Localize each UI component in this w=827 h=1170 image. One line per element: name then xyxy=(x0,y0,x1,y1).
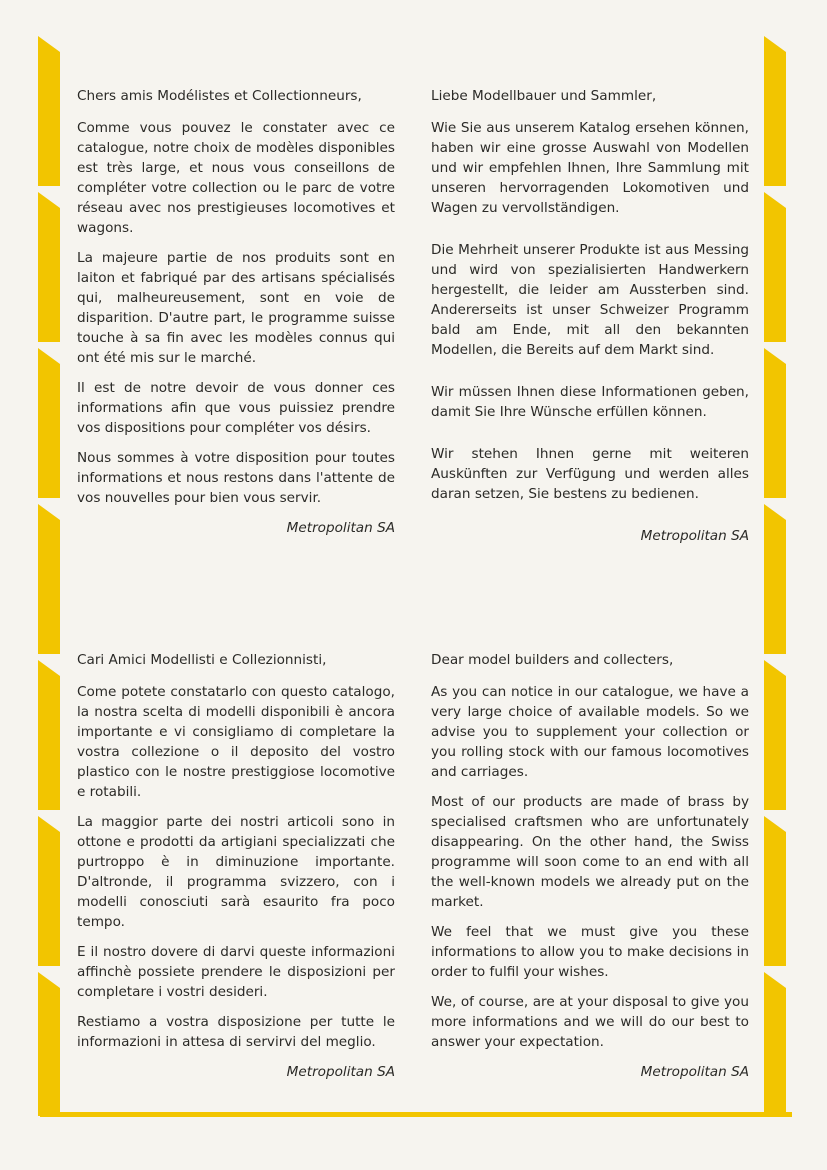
italian-paragraph: Restiamo a vostra disposizione per tutte le informazioni in attesa di servirvi del meglio. xyxy=(77,1014,395,1050)
german-paragraph: Wie Sie aus unserem Katalog ersehen können, haben wir eine grosse Auswahl von Modellen und wir empfehlen Ihnen, Ihre Sammlung mit unseren hervorragenden Lokomotiven und Wagen zu vervollständigen. xyxy=(431,120,749,216)
english-paragraph: We, of course, are at your disposal to give you more informations and we will do our best to answer your expectation. xyxy=(431,994,749,1050)
italian-paragraph: Come potete constatarlo con questo catalogo, la nostra scelta di modelli disponibili è ancora importante e vi consigliamo di completare la vostra collezione o il deposito del vostro plastico con le nostre prestiggiose locomotive e rotabili. xyxy=(77,684,395,800)
german-letter xyxy=(431,86,749,556)
english-signature: Metropolitan SA xyxy=(640,1064,749,1080)
german-paragraph: Wir stehen Ihnen gerne mit weiteren Auskünften zur Verfügung und werden alles daran setzen, Sie bestens zu bedienen. xyxy=(431,446,749,502)
italian-paragraph: La maggior parte dei nostri articoli sono in ottone e prodotti da artigiani specializzati che purtroppo è in diminuzione importante. D'altronde, il programma svizzero, con i modelli conosciuti sarà esaurito fra poco tempo. xyxy=(77,814,395,930)
italian-signature: Metropolitan SA xyxy=(286,1064,395,1080)
english-paragraph: We feel that we must give you these informations to allow you to make decisions in order to fulfil your wishes. xyxy=(431,924,749,980)
english-greeting: Dear model builders and collecters, xyxy=(431,652,674,668)
italian-paragraph: E il nostro dovere di darvi queste informazioni affinchè possiete prendere le disposizioni per completare i vostri desideri. xyxy=(77,944,395,1000)
french-paragraph: Nous sommes à votre disposition pour toutes informations et nous restons dans l'attente de vos nouvelles pour bien vous servir. xyxy=(77,450,395,506)
french-letter xyxy=(77,86,395,548)
left-yellow-stripe xyxy=(30,36,60,1116)
german-greeting: Liebe Modellbauer und Sammler, xyxy=(431,88,657,104)
french-paragraph: Il est de notre devoir de vous donner ces informations afin que vous puissiez prendre vos dispositions pour compléter vos désirs. xyxy=(77,380,395,436)
german-paragraph: Wir müssen Ihnen diese Informationen geben, damit Sie Ihre Wünsche erfüllen können. xyxy=(431,384,749,420)
french-signature: Metropolitan SA xyxy=(286,520,395,536)
italian-letter xyxy=(77,650,395,1092)
french-paragraph: La majeure partie de nos produits sont en laiton et fabriqué par des artisans spécialisés qui, malheureusement, sont en voie de disparition. D'autre part, le programme suisse touche à sa fin avec les modèles connus qui ont été mis sur le marché. xyxy=(77,250,395,366)
french-paragraph: Comme vous pouvez le constater avec ce catalogue, notre choix de modèles disponibles est très large, et nous vous conseillons de compléter votre collection ou le parc de votre réseau avec nos prestigieuses locomotives et wagons. xyxy=(77,120,395,236)
french-greeting: Chers amis Modélistes et Collectionneurs, xyxy=(77,88,362,104)
italian-greeting: Cari Amici Modellisti e Collezionnisti, xyxy=(77,652,327,668)
right-yellow-stripe xyxy=(764,36,794,1116)
english-paragraph: As you can notice in our catalogue, we have a very large choice of available models. So we advise you to supplement your collection or you rolling stock with our famous locomotives and carriages. xyxy=(431,684,749,780)
bottom-yellow-rule xyxy=(40,1112,792,1117)
english-letter xyxy=(431,650,749,1092)
german-signature: Metropolitan SA xyxy=(640,528,749,544)
english-paragraph: Most of our products are made of brass by specialised craftsmen who are unfortunately disappearing. On the other hand, the Swiss programme will soon come to an end with all the well-known models we already put on the market. xyxy=(431,794,749,910)
german-paragraph: Die Mehrheit unserer Produkte ist aus Messing und wird von spezialisierten Handwerkern hergestellt, die leider am Aussterben sind. Andererseits ist unser Schweizer Programm bald am Ende, mit all den bekannten Modellen, die Bereits auf dem Markt sind. xyxy=(431,242,749,358)
